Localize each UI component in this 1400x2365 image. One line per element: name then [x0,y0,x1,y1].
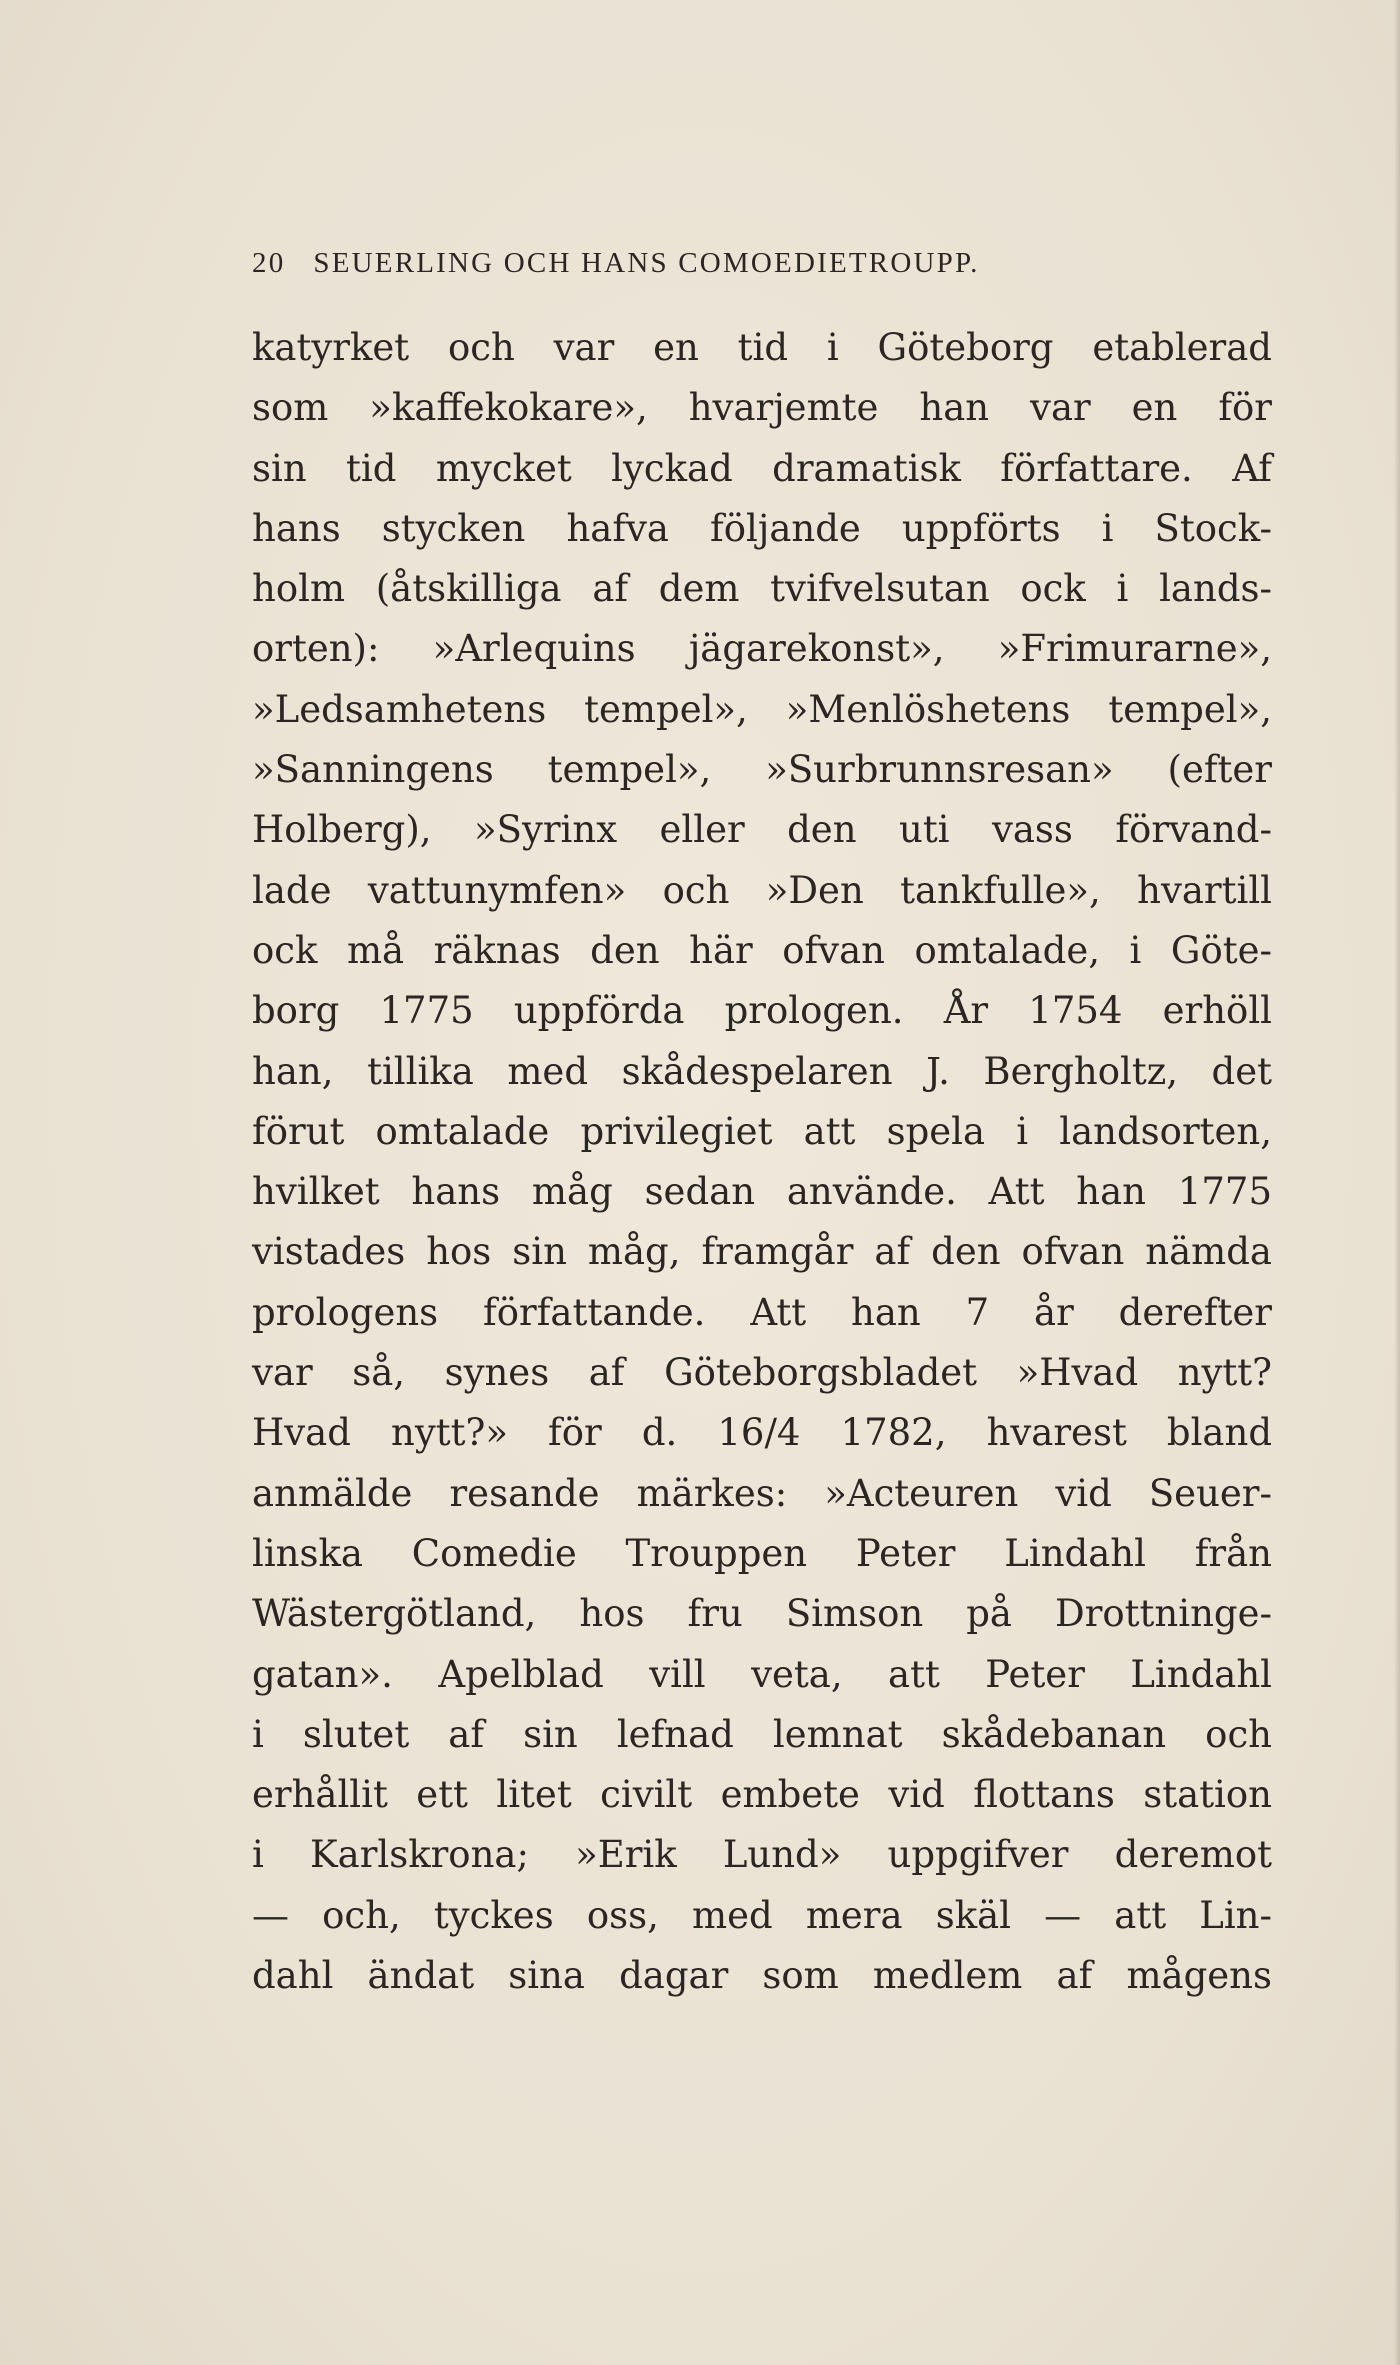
page-number: 20 [252,247,286,279]
text-line: holm (åtskilliga af dem tvifvelsutan ock i lands- [252,567,1272,611]
running-head [252,243,1272,283]
text-line: erhållit ett litet civilt embete vid flottans station [252,1773,1272,1817]
page-edge-shadow [1394,0,1400,2365]
text-line: hvilket hans måg sedan använde. Att han 1775 [252,1170,1272,1214]
text-line: hans stycken hafva följande uppförts i Stock- [252,506,1272,550]
text-line: sin tid mycket lyckad dramatisk författare. Af [252,446,1272,490]
text-line: »Sanningens tempel», »Surbrunnsresan» (efter [252,748,1272,792]
text-line: gatan». Apelblad vill veta, att Peter Lindahl [252,1652,1272,1696]
text-line: — och, tyckes oss, med mera skäl — att Lin- [252,1893,1272,1937]
text-line: i Karlskrona; »Erik Lund» uppgifver deremot [252,1833,1272,1877]
text-line: prologens författande. Att han 7 år derefter [252,1290,1272,1334]
text-line: lade vattunymfen» och »Den tankfulle», hvartill [252,868,1272,912]
text-line: han, tillika med skådespelaren J. Bergholtz, det [252,1049,1272,1093]
running-title: SEUERLING OCH HANS COMOEDIETROUPP. [313,247,980,279]
text-line: borg 1775 uppförda prologen. År 1754 erhöll [252,989,1272,1033]
text-line: »Ledsamhetens tempel», »Menlöshetens tempel», [252,687,1272,731]
text-line: i slutet af sin lefnad lemnat skådebanan och [252,1712,1272,1756]
text-line: var så, synes af Göteborgsbladet »Hvad nytt? [252,1351,1272,1395]
text-line: Wästergötland, hos fru Simson på Drottninge- [252,1592,1272,1636]
text-line: dahl ändat sina dagar som medlem af mågens [252,1954,1272,1998]
body-text [252,318,1272,2006]
text-line: förut omtalade privilegiet att spela i landsorten, [252,1109,1272,1153]
text-line: vistades hos sin måg, framgår af den ofvan nämda [252,1230,1272,1274]
text-line: som »kaffekokare», hvarjemte han var en för [252,386,1272,430]
text-line: Hvad nytt?» för d. 16/4 1782, hvarest bland [252,1411,1272,1455]
text-line: Holberg), »Syrinx eller den uti vass förvand- [252,808,1272,852]
text-line: katyrket och var en tid i Göteborg etablerad [252,326,1272,369]
text-line: linska Comedie Trouppen Peter Lindahl från [252,1531,1272,1575]
text-line: anmälde resande märkes: »Acteuren vid Seuer- [252,1471,1272,1515]
text-line: ock må räknas den här ofvan omtalade, i Göte- [252,928,1272,972]
text-line: orten): »Arlequins jägarekonst», »Frimurarne», [252,627,1272,671]
